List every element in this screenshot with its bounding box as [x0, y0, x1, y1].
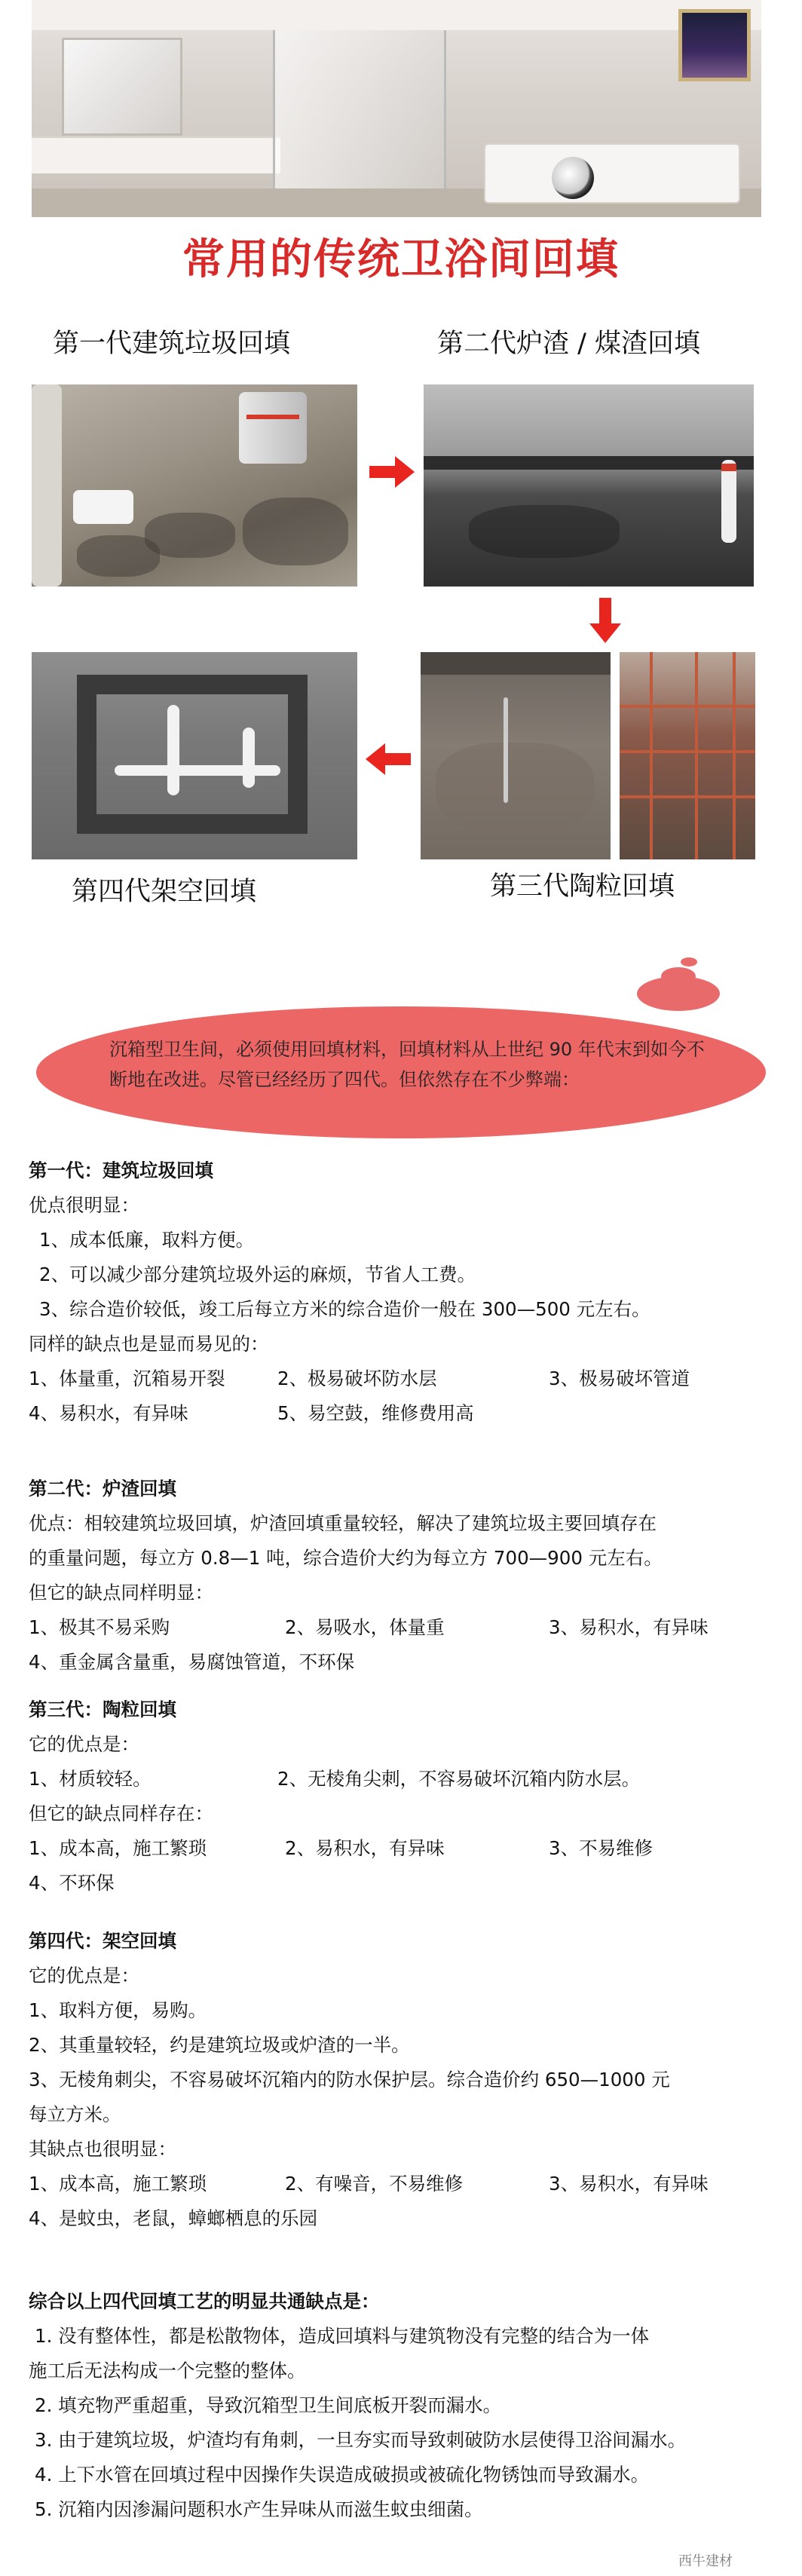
pros-item: 3、综合造价较低，竣工后每立方米的综合造价一般在 300—500 元左右。: [39, 1298, 650, 1320]
section-heading: 第二代：炉渣回填: [29, 1478, 176, 1499]
section-heading: 第四代：架空回填: [29, 1930, 176, 1952]
cons-row: [29, 1831, 782, 1866]
cons-item: 3、不易维修: [549, 1837, 654, 1859]
pros-item: 3、无棱角刺尖，不容易破坏沉箱内的防水保护层。综合造价约 650—1000 元: [29, 2069, 670, 2091]
bubble-dot-small: [681, 957, 697, 966]
hero-bathroom-image: [32, 0, 761, 217]
cons-item: 2、极易破坏防水层: [277, 1368, 437, 1389]
pros-item: 2、无棱角尖刺，不容易破坏沉箱内防水层。: [277, 1768, 641, 1790]
cons-item: 3、易积水，有异味: [549, 1616, 709, 1638]
summary-item: 1. 没有整体性，都是松散物体，造成回填料与建筑物没有完整的结合为一体: [35, 2325, 650, 2347]
bubble-dot-large: [637, 976, 720, 1011]
gen1-label: 第一代建筑垃圾回填: [53, 329, 291, 359]
cons-item: 1、体量重，沉箱易开裂: [29, 1368, 225, 1389]
pros-item: 1、成本低廉，取料方便。: [39, 1229, 255, 1251]
cons-item: 2、有噪音，不易维修: [285, 2173, 464, 2195]
arrow-down-icon: [589, 598, 621, 643]
cons-row: [29, 2201, 782, 2236]
summary-item: 4. 上下水管在回填过程中因操作失误造成破损或被硫化物锈蚀而导致漏水。: [35, 2464, 650, 2486]
section-gen4: [29, 1924, 782, 2236]
section-gen2: [29, 1472, 782, 1680]
cons-item: 1、极其不易采购: [29, 1616, 170, 1638]
cons-item: 2、易积水，有异味: [285, 1837, 445, 1859]
intro-bubble-text: 沉箱型卫生间，必须使用回填材料，回填材料从上世纪 90 年代末到如今不断地在改进。尽管已经经历了四代。但依然存在不少弊端：: [109, 1039, 705, 1090]
photo-ceramsite-fill: [421, 652, 611, 859]
gen2-label: 第二代炉渣 / 煤渣回填: [437, 329, 701, 359]
hero-shower-glass: [273, 30, 446, 188]
cons-item: 1、成本高，施工繁琐: [29, 2173, 207, 2195]
hero-bathtub: [484, 143, 740, 204]
photo-construction-waste: [32, 384, 357, 587]
pros-item: 1、取料方便，易购。: [29, 1999, 207, 2021]
pros-text: 的重量问题，每立方 0.8—1 吨，综合造价大约为每立方 700—900 元左右。: [29, 1547, 663, 1569]
section-gen1: [29, 1153, 782, 1431]
cons-row: [29, 1610, 782, 1645]
cons-intro: 其缺点也很明显：: [29, 2138, 176, 2160]
summary-heading: 综合以上四代回填工艺的明显共通缺点是：: [29, 2290, 380, 2312]
cons-item: 1、成本高，施工繁琐: [29, 1837, 207, 1859]
pros-item: 1、材质较轻。: [29, 1768, 152, 1790]
footer-watermark: 西牛建材: [678, 2553, 733, 2569]
hero-ceiling: [32, 0, 761, 30]
pros-item: 每立方米。: [29, 2103, 121, 2125]
pros-item: 2、可以减少部分建筑垃圾外运的麻烦，节省人工费。: [39, 1263, 476, 1285]
hero-roller-icon: [552, 157, 594, 199]
arrow-left-icon: [366, 743, 411, 775]
cons-item: 3、极易破坏管道: [549, 1368, 690, 1389]
hero-vanity: [32, 136, 280, 173]
summary-item: 施工后无法构成一个完整的整体。: [29, 2360, 306, 2381]
cons-row: [29, 1645, 782, 1680]
pros-intro: 它的优点是：: [29, 1733, 139, 1755]
page-title: 常用的传统卫浴间回填: [182, 235, 620, 284]
cons-item: 4、重金属含量重，易腐蚀管道，不环保: [29, 1651, 355, 1673]
cons-item: 4、是蚊虫，老鼠，蟑螂栖息的乐园: [29, 2207, 318, 2229]
section-gen3: [29, 1692, 782, 1901]
cons-item: 3、易积水，有异味: [549, 2173, 709, 2195]
pros-row: [29, 1762, 782, 1796]
cons-row: [29, 2167, 782, 2201]
cons-row: [29, 1396, 782, 1431]
hero-mirror: [62, 38, 182, 136]
cons-intro: 同样的缺点也是显而易见的：: [29, 1333, 269, 1355]
pros-text: 优点：相较建筑垃圾回填，炉渣回填重量较轻，解决了建筑垃圾主要回填存在: [29, 1512, 657, 1534]
pros-item: 2、其重量较轻，约是建筑垃圾或炉渣的一半。: [29, 2034, 410, 2056]
summary-item: 2. 填充物严重超重，导致沉箱型卫生间底板开裂而漏水。: [35, 2394, 502, 2416]
gen3-label: 第三代陶粒回填: [490, 871, 675, 902]
summary-item: 5. 沉箱内因渗漏问题积水产生异味从而滋生蚊虫细菌。: [35, 2498, 483, 2520]
cons-item: 4、易积水，有异味: [29, 1402, 188, 1424]
photo-elevated-fill: [32, 652, 357, 859]
pros-intro: 它的优点是：: [29, 1965, 139, 1986]
section-summary: [29, 2284, 782, 2527]
summary-item: 3. 由于建筑垃圾，炉渣均有角刺，一旦夯实而导致刺破防水层使得卫浴间漏水。: [35, 2429, 687, 2451]
hero-wall-painting: [678, 9, 751, 81]
pros-intro: 优点很明显：: [29, 1194, 139, 1216]
cons-row: [29, 1362, 782, 1396]
cons-intro: 但它的缺点同样存在：: [29, 1803, 213, 1824]
photo-slag-fill: [424, 384, 754, 587]
cons-intro: 但它的缺点同样明显：: [29, 1582, 213, 1603]
cons-item: 2、易吸水，体量重: [285, 1616, 445, 1638]
cons-item: 4、不环保: [29, 1872, 115, 1894]
cons-item: 5、易空鼓，维修费用高: [277, 1402, 474, 1424]
section-heading: 第三代：陶粒回填: [29, 1698, 176, 1720]
arrow-right-icon: [369, 456, 415, 488]
photo-ceramsite-grid: [620, 652, 755, 859]
gen4-label: 第四代架空回填: [72, 877, 257, 907]
cons-row: [29, 1866, 782, 1901]
section-heading: 第一代：建筑垃圾回填: [29, 1159, 213, 1181]
